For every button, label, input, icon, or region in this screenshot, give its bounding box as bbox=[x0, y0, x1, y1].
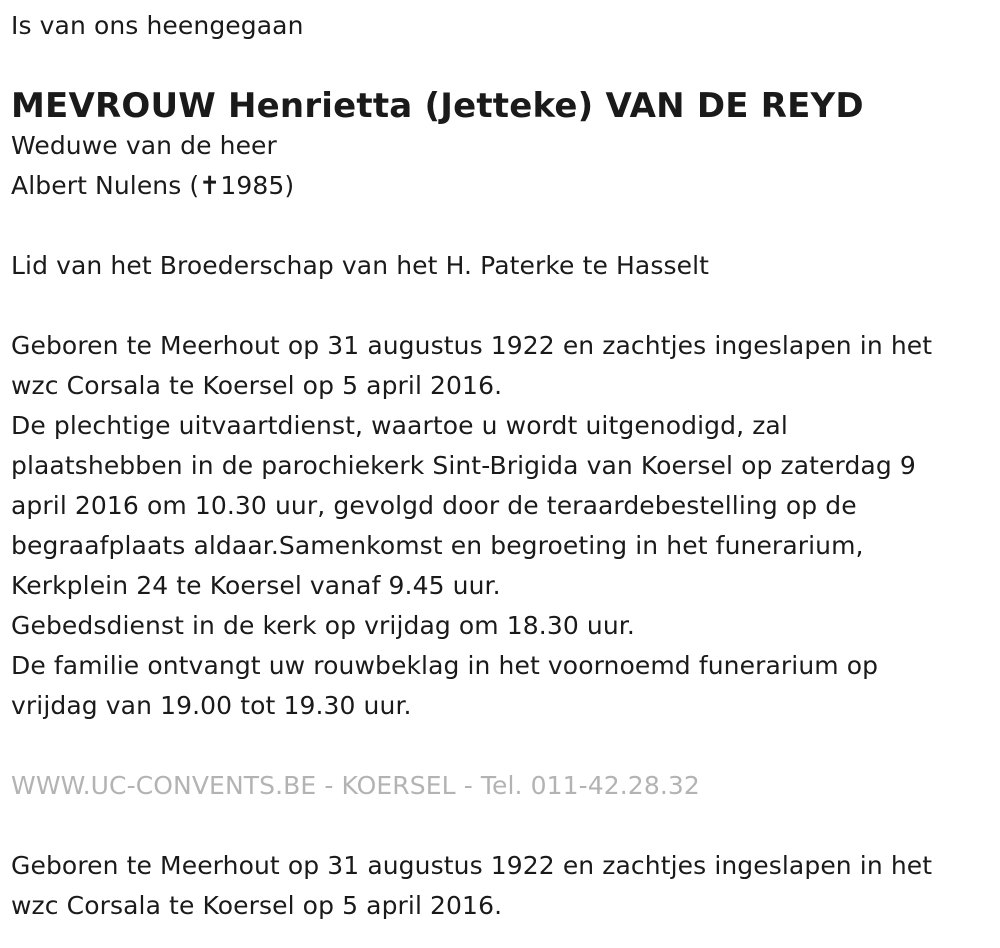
body-line: vrijdag van 19.00 tot 19.30 uur. bbox=[11, 691, 412, 720]
body-line: De plechtige uitvaartdienst, waartoe u wordt uitgenodigd, zal bbox=[11, 411, 788, 440]
body-line: De familie ontvangt uw rouwbeklag in het voornoemd funerarium op bbox=[11, 651, 879, 680]
spacer bbox=[11, 726, 991, 766]
body-line: plaatshebben in de parochiekerk Sint-Brigida van Koersel op zaterdag 9 bbox=[11, 451, 916, 480]
spouse-line: Weduwe van de heer bbox=[11, 131, 277, 160]
membership-text: Lid van het Broederschap van het H. Paterke te Hasselt bbox=[11, 251, 710, 280]
spouse-line: Albert Nulens (✝1985) bbox=[11, 171, 295, 200]
obituary-document bbox=[11, 6, 991, 926]
spacer bbox=[11, 286, 991, 326]
body-line: wzc Corsala te Koersel op 5 april 2016. bbox=[11, 371, 503, 400]
body-line: Geboren te Meerhout op 31 augustus 1922 en zachtjes ingeslapen in het bbox=[11, 331, 933, 360]
body-line: Kerkplein 24 te Koersel vanaf 9.45 uur. bbox=[11, 571, 501, 600]
repeat-line: wzc Corsala te Koersel op 5 april 2016. bbox=[11, 891, 503, 920]
body-line: april 2016 om 10.30 uur, gevolgd door de teraardebestelling op de bbox=[11, 491, 857, 520]
repeat-line: Geboren te Meerhout op 31 augustus 1922 en zachtjes ingeslapen in het bbox=[11, 851, 933, 880]
body-line: Gebedsdienst in de kerk op vrijdag om 18.30 uur. bbox=[11, 611, 635, 640]
website-contact-line: WWW.UC-CONVENTS.BE - KOERSEL - Tel. 011-42.28.32 bbox=[11, 771, 700, 800]
intro-text: Is van ons heengegaan bbox=[11, 11, 304, 40]
spacer bbox=[11, 806, 991, 846]
spacer bbox=[11, 206, 991, 246]
body-line: begraafplaats aldaar.Samenkomst en begroeting in het funerarium, bbox=[11, 531, 864, 560]
deceased-name: MEVROUW Henrietta (Jetteke) VAN DE REYD bbox=[11, 86, 864, 126]
